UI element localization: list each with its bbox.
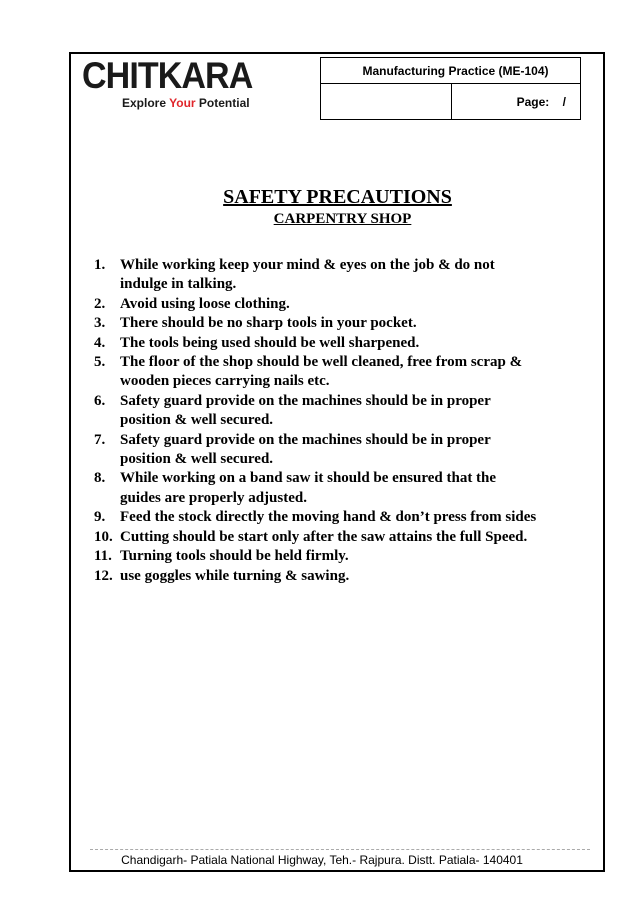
list-item-text bbox=[120, 256, 604, 295]
list-item bbox=[94, 334, 604, 353]
list-item-text bbox=[120, 392, 604, 431]
list-item-text bbox=[120, 334, 604, 353]
list-item-line: While working keep your mind & eyes on the job & do not bbox=[120, 257, 495, 273]
list-item-number: 11. bbox=[94, 548, 112, 565]
list-item-number: 2. bbox=[94, 295, 106, 312]
list-item bbox=[94, 431, 604, 470]
list-item-line: guides are properly adjusted. bbox=[120, 489, 307, 506]
list-item-line: There should be no sharp tools in your pocket. bbox=[120, 315, 417, 332]
chitkara-logo bbox=[82, 54, 267, 110]
list-item-line: indulge in talking. bbox=[120, 276, 237, 293]
header-blank-cell bbox=[321, 84, 452, 119]
list-item-line: position & well secured. bbox=[120, 412, 274, 429]
logo-tagline bbox=[122, 96, 267, 110]
list-item-text bbox=[120, 353, 604, 392]
list-item-number: 12. bbox=[94, 567, 113, 584]
list-item-number: 8. bbox=[94, 470, 106, 487]
list-item bbox=[94, 353, 604, 392]
list-item-line: Avoid using loose clothing. bbox=[120, 295, 290, 312]
list-item-number: 5. bbox=[94, 354, 106, 371]
list-item-number: 3. bbox=[94, 315, 106, 332]
list-item-line: use goggles while turning & sawing. bbox=[120, 567, 350, 584]
list-item-line: The floor of the shop should be well cleaned, free from scrap & bbox=[120, 354, 523, 371]
course-title: Manufacturing Practice (ME-104) bbox=[321, 58, 580, 84]
list-item-number: 9. bbox=[94, 509, 106, 526]
list-item-text bbox=[120, 528, 604, 547]
list-item-number: 7. bbox=[94, 431, 106, 448]
list-item-line: wooden pieces carrying nails etc. bbox=[120, 373, 330, 390]
list-item-line: Cutting should be start only after the saw attains the full Speed. bbox=[120, 528, 528, 545]
list-item bbox=[94, 508, 604, 527]
list-item-text bbox=[120, 431, 604, 470]
tagline-pre: Explore bbox=[122, 96, 170, 110]
page-separator: / bbox=[562, 94, 566, 109]
list-item-text bbox=[120, 295, 604, 314]
header-info-box bbox=[320, 57, 581, 120]
page-number-cell bbox=[452, 84, 580, 119]
document-subtitle: CARPENTRY SHOP bbox=[273, 211, 412, 227]
list-item-number: 1. bbox=[94, 257, 106, 273]
list-item bbox=[94, 314, 604, 333]
list-item bbox=[94, 528, 604, 547]
list-item-line: While working on a band saw it should be ensured that the bbox=[120, 470, 497, 487]
page-label: Page: bbox=[516, 94, 550, 109]
list-item-line: Safety guard provide on the machines should be in proper bbox=[120, 431, 491, 448]
footer-divider bbox=[90, 849, 590, 850]
list-item-text bbox=[120, 567, 604, 586]
list-item-text bbox=[120, 469, 604, 508]
list-item-line: Safety guard provide on the machines should be in proper bbox=[120, 392, 491, 409]
precautions-list bbox=[94, 256, 604, 586]
list-item-number: 6. bbox=[94, 392, 106, 409]
logo-title: CHITKARA bbox=[82, 55, 253, 96]
list-item-text bbox=[120, 314, 604, 333]
document-title: SAFETY PRECAUTIONS bbox=[223, 186, 452, 208]
list-item bbox=[94, 392, 604, 431]
list-item-line: Turning tools should be held firmly. bbox=[120, 548, 349, 565]
tagline-highlight: Your bbox=[169, 96, 196, 110]
list-item-text bbox=[120, 508, 604, 527]
list-item-text bbox=[120, 547, 604, 566]
list-item bbox=[94, 469, 604, 508]
list-item-line: The tools being used should be well sharpened. bbox=[120, 334, 420, 351]
footer-address: Chandigarh- Patiala National Highway, Teh.- Rajpura. Distt. Patiala- 140401 bbox=[121, 853, 523, 867]
tagline-post: Potential bbox=[195, 96, 250, 110]
list-item bbox=[94, 547, 604, 566]
list-item-line: Feed the stock directly the moving hand & don’t press from sides bbox=[120, 509, 537, 526]
list-item bbox=[94, 256, 604, 295]
list-item bbox=[94, 567, 604, 586]
list-item-line: position & well secured. bbox=[120, 451, 274, 468]
list-item bbox=[94, 295, 604, 314]
list-item-number: 10. bbox=[94, 528, 113, 545]
list-item-number: 4. bbox=[94, 334, 106, 351]
